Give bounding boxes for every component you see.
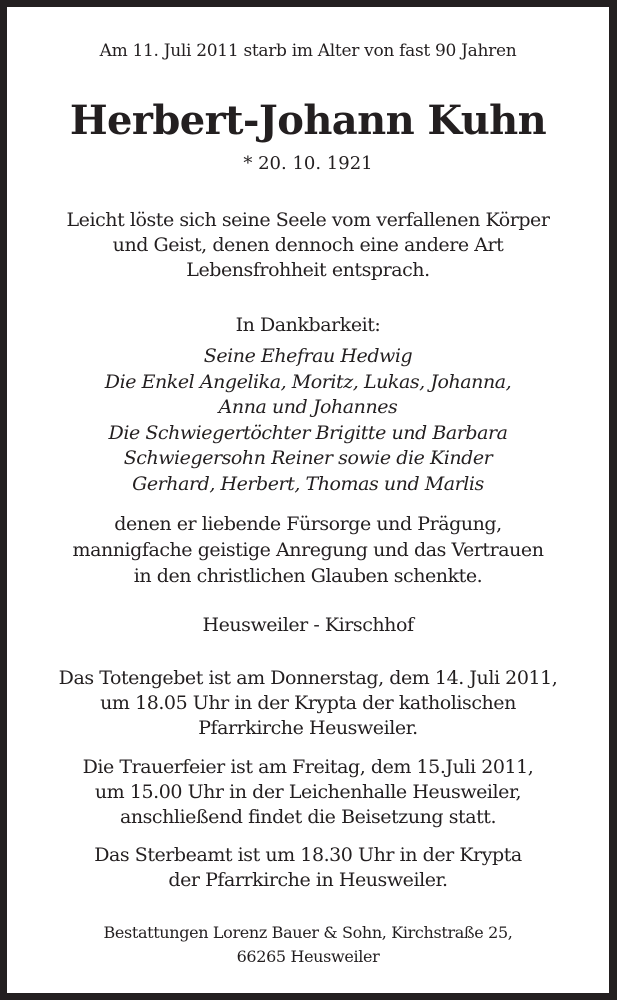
thanks-heading-text: In Dankbarkeit:: [235, 314, 381, 336]
place-of-residence: [7, 613, 609, 638]
mourner-line: Die Schwiegertöchter Brigitte und Barbara: [108, 421, 508, 444]
intro-text: Am 11. Juli 2011 starb im Alter von fast 90 Jahren: [99, 41, 517, 61]
legacy-line: in den christlichen Glauben schenkte.: [133, 565, 483, 587]
death-announcement: [7, 39, 609, 63]
verse-line: Leicht löste sich seine Seele vom verfallenen Körper: [66, 209, 550, 231]
legacy-text: [7, 511, 609, 589]
footer-line: Bestattungen Lorenz Bauer & Sohn, Kirchstraße 25,: [103, 923, 513, 942]
place-text: Heusweiler - Kirschhof: [202, 614, 414, 636]
mourner-line: Schwiegersohn Reiner sowie die Kinder: [123, 447, 493, 470]
funeral-service-info: [7, 755, 609, 830]
verse-line: Lebensfrohheit entsprach.: [186, 259, 430, 281]
verse-line: und Geist, denen dennoch eine andere Art: [112, 234, 504, 256]
mourner-line: Seine Ehefrau Hedwig: [203, 345, 413, 367]
thanks-heading: [7, 313, 609, 338]
mourner-line: Gerhard, Herbert, Thomas und Marlis: [132, 472, 484, 495]
prayer-line: Das Totengebet ist am Donnerstag, dem 14. Juli 2011,: [58, 667, 558, 689]
requiem-mass-info: [7, 843, 609, 893]
legacy-line: mannigfache geistige Anregung und das Vertrauen: [72, 539, 544, 561]
name-heading: Herbert-Johann Kuhn: [69, 97, 547, 144]
funeral-line: anschließend findet die Beisetzung statt.: [119, 806, 497, 828]
birth-date: [7, 152, 609, 176]
birth-date-text: * 20. 10. 1921: [243, 153, 373, 174]
funeral-line: Die Trauerfeier ist am Freitag, dem 15.Juli 2011,: [82, 756, 534, 778]
footer-line: 66265 Heusweiler: [236, 947, 380, 966]
mourner-line: Die Enkel Angelika, Moritz, Lukas, Johanna,: [104, 370, 512, 393]
prayer-line: um 18.05 Uhr in der Krypta der katholischen: [100, 692, 516, 714]
prayer-service-info: [7, 666, 609, 741]
legacy-line: denen er liebende Fürsorge und Prägung,: [114, 513, 502, 535]
mass-line: Das Sterbeamt ist um 18.30 Uhr in der Krypta: [94, 844, 522, 866]
memorial-verse: [7, 208, 609, 283]
deceased-name: [7, 97, 609, 145]
mourner-line: Anna und Johannes: [218, 396, 398, 419]
mourners-list: [7, 344, 609, 498]
funeral-line: um 15.00 Uhr in der Leichenhalle Heusweiler,: [94, 781, 522, 803]
mass-line: der Pfarrkirche in Heusweiler.: [168, 869, 448, 891]
prayer-line: Pfarrkirche Heusweiler.: [198, 717, 418, 739]
funeral-home-footer: [7, 921, 609, 969]
